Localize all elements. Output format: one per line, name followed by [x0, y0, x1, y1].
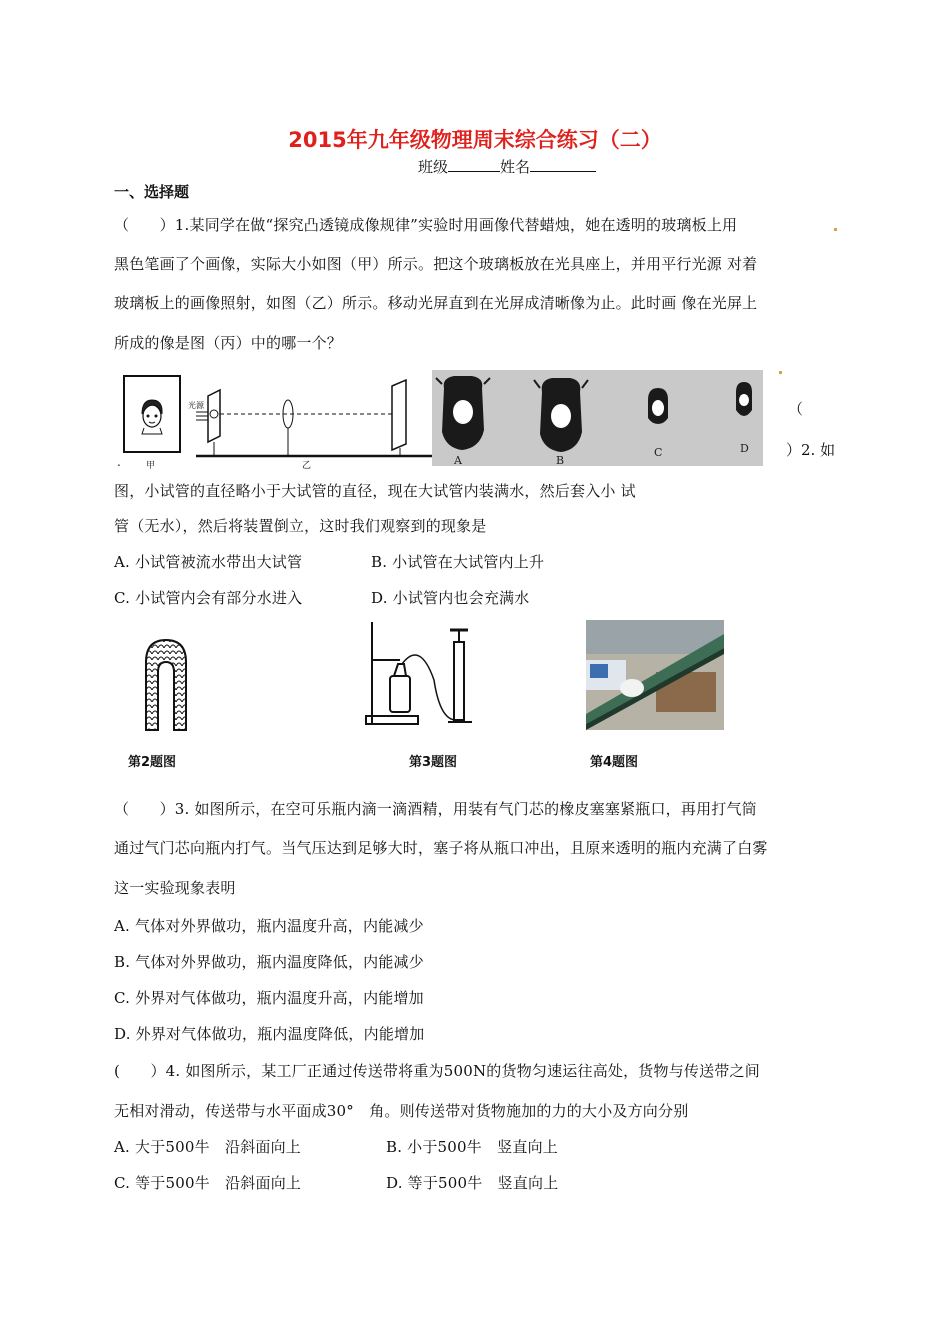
conveyor-photo	[586, 620, 724, 730]
q4-line-1: ( ）4. 如图所示，某工厂正通过传送带将重为500N的货物匀速运往高处，货物与传送带之间	[114, 1062, 760, 1080]
bottle-pump-figure	[360, 620, 480, 726]
q3-option-d: D. 外界对气体做功，瓶内温度降低，内能增加	[114, 1025, 425, 1043]
q3-option-c: C. 外界对气体做功，瓶内温度升高，内能增加	[114, 989, 424, 1007]
q4-option-c: C. 等于500牛 沿斜面向上	[114, 1174, 302, 1192]
test-tube-figure	[140, 636, 192, 732]
q2-option-a: A. 小试管被流水带出大试管	[114, 553, 303, 571]
q4-line-2: 无相对滑动，传送带与水平面成30° 角。则传送带对货物施加的力的大小及方向分别	[114, 1102, 689, 1120]
q3-line-1: （ ）3. 如图所示，在空可乐瓶内滴一滴酒精，用装有气门芯的橡皮塞塞紧瓶口，再用打气筒	[114, 800, 757, 818]
q2-line-1: 图，小试管的直径略小于大试管的直径，现在大试管内装满水，然后套入小 试	[114, 482, 636, 500]
light-label-1: 光源	[188, 401, 204, 410]
q3-option-a: A. 气体对外界做功，瓶内温度升高，内能减少	[114, 917, 424, 935]
student-info	[418, 156, 596, 177]
q1-line-2: 黑色笔画了个画像，实际大小如图（甲）所示。把这个玻璃板放在光具座上，并用平行光源 对着	[114, 255, 758, 273]
q1-line-3: 玻璃板上的画像照射，如图（乙）所示。移动光屏直到在光屏成清晰像为止。此时画 像在光屏上	[114, 294, 758, 312]
name-label: 姓名	[500, 158, 531, 176]
speck	[834, 228, 837, 231]
page-title: 2015年九年级物理周末综合练习（二）	[288, 128, 662, 152]
name-blank	[530, 157, 596, 172]
screen	[392, 380, 406, 450]
q3-option-b: B. 气体对外界做功，瓶内温度降低，内能减少	[114, 953, 424, 971]
q2-number: ）2. 如	[786, 441, 836, 459]
svg-text:B: B	[556, 454, 565, 466]
caption-q4: 第4题图	[590, 755, 639, 770]
q1-options-figure	[432, 370, 763, 466]
jia-face	[142, 400, 162, 434]
section-heading: 一、选择题	[114, 183, 190, 201]
yi-label: 乙	[302, 461, 312, 471]
class-blank	[448, 157, 500, 172]
svg-text:A: A	[454, 454, 462, 466]
q2-option-b: B. 小试管在大试管内上升	[371, 553, 545, 571]
jia-frame	[124, 376, 180, 452]
svg-text:D: D	[740, 442, 749, 455]
q1-setup-figure	[116, 372, 432, 472]
speck-2	[779, 371, 782, 374]
svg-text:C: C	[654, 446, 663, 459]
jia-label: 甲	[146, 461, 156, 471]
dot-mark: .	[117, 455, 121, 469]
glass-plate	[208, 390, 220, 442]
q2-line-2: 管（无水），然后将装置倒立，这时我们观察到的现象是	[114, 517, 487, 535]
q2-option-d: D. 小试管内也会充满水	[371, 589, 530, 607]
q1-line-4: 所成的像是图（丙）中的哪一个？	[114, 334, 343, 352]
q1-line-1: （ ）1.某同学在做“探究凸透镜成像规律”实验时用画像代替蜡烛，她在透明的玻璃板上用	[114, 216, 738, 234]
q2-paren: （	[788, 400, 804, 418]
q4-option-a: A. 大于500牛 沿斜面向上	[114, 1138, 301, 1156]
class-label: 班级	[418, 158, 449, 176]
q4-option-d: D. 等于500牛 竖直向上	[386, 1174, 559, 1192]
caption-q2: 第2题图	[128, 755, 177, 770]
q3-line-2: 通过气门芯向瓶内打气。当气压达到足够大时，塞子将从瓶口冲出，且原来透明的瓶内充满了白雾	[114, 839, 768, 857]
q3-line-3: 这一实验现象表明	[114, 879, 236, 897]
q2-option-c: C. 小试管内会有部分水进入	[114, 589, 303, 607]
q4-option-b: B. 小于500牛 竖直向上	[386, 1138, 558, 1156]
caption-q3: 第3题图	[409, 755, 458, 770]
